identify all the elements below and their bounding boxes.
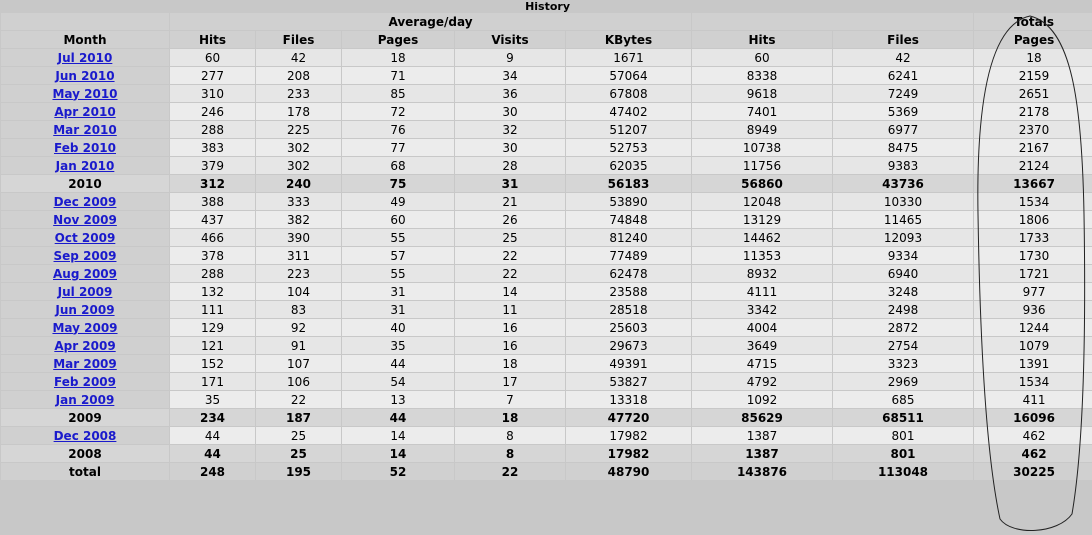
average-per-day-header: Average/day — [170, 13, 691, 30]
total-files-cell: 2872 — [833, 319, 973, 336]
hits-cell: 121 — [170, 337, 255, 354]
pages-cell: 72 — [342, 103, 454, 120]
month-cell — [1, 49, 169, 66]
total-hits-cell: 4715 — [692, 355, 832, 372]
files-cell: 195 — [256, 463, 341, 480]
table-row — [1, 67, 1092, 84]
month-cell — [1, 373, 169, 390]
month-cell — [1, 337, 169, 354]
total-files-cell: 3323 — [833, 355, 973, 372]
kbytes-cell: 62478 — [566, 265, 691, 282]
month-link[interactable]: Aug 2009 — [53, 266, 117, 281]
month-link[interactable]: Jan 2010 — [55, 158, 115, 173]
column-header-visits: Visits — [455, 31, 565, 48]
total-pages-cell: 13667 — [974, 175, 1092, 192]
month-cell — [1, 265, 169, 282]
total-hits-cell: 8949 — [692, 121, 832, 138]
pages-cell: 31 — [342, 301, 454, 318]
total-pages-cell: 411 — [974, 391, 1092, 408]
month-link[interactable]: Oct 2009 — [54, 230, 116, 245]
kbytes-cell: 47402 — [566, 103, 691, 120]
total-hits-cell: 4111 — [692, 283, 832, 300]
kbytes-cell: 17982 — [566, 445, 691, 462]
total-files-cell: 801 — [833, 427, 973, 444]
month-cell — [1, 139, 169, 156]
table-row — [1, 85, 1092, 102]
month-cell — [1, 283, 169, 300]
column-header-hits: Hits — [170, 31, 255, 48]
year-label: 2008 — [1, 445, 169, 462]
kbytes-cell: 1671 — [566, 49, 691, 66]
kbytes-cell: 17982 — [566, 427, 691, 444]
total-files-cell: 10330 — [833, 193, 973, 210]
files-cell: 83 — [256, 301, 341, 318]
total-pages-cell: 1534 — [974, 193, 1092, 210]
files-cell: 25 — [256, 427, 341, 444]
month-cell — [1, 103, 169, 120]
total-pages-cell: 462 — [974, 427, 1092, 444]
month-cell — [1, 121, 169, 138]
pages-cell: 76 — [342, 121, 454, 138]
total-pages-cell: 1244 — [974, 319, 1092, 336]
hits-cell: 379 — [170, 157, 255, 174]
month-cell — [1, 355, 169, 372]
total-files-cell: 5369 — [833, 103, 973, 120]
table-row — [1, 211, 1092, 228]
visits-cell: 32 — [455, 121, 565, 138]
visits-cell: 11 — [455, 301, 565, 318]
hits-cell: 111 — [170, 301, 255, 318]
month-link[interactable]: Feb 2009 — [53, 374, 116, 389]
total-files-cell: 6940 — [833, 265, 973, 282]
kbytes-cell: 48790 — [566, 463, 691, 480]
files-cell: 187 — [256, 409, 341, 426]
month-link[interactable]: Sep 2009 — [53, 248, 117, 263]
total-pages-cell: 16096 — [974, 409, 1092, 426]
visits-cell: 9 — [455, 49, 565, 66]
month-link[interactable]: Mar 2009 — [53, 356, 117, 371]
files-cell: 302 — [256, 139, 341, 156]
files-cell: 106 — [256, 373, 341, 390]
visits-cell: 16 — [455, 319, 565, 336]
hits-cell: 246 — [170, 103, 255, 120]
table-row — [1, 337, 1092, 354]
hits-cell: 152 — [170, 355, 255, 372]
hits-cell: 312 — [170, 175, 255, 192]
visits-cell: 14 — [455, 283, 565, 300]
kbytes-cell: 74848 — [566, 211, 691, 228]
table-row — [1, 121, 1092, 138]
files-cell: 208 — [256, 67, 341, 84]
total-pages-cell: 1806 — [974, 211, 1092, 228]
column-header-files: Files — [256, 31, 341, 48]
pages-cell: 55 — [342, 265, 454, 282]
year-label: 2010 — [1, 175, 169, 192]
total-files-cell: 11465 — [833, 211, 973, 228]
visits-cell: 28 — [455, 157, 565, 174]
month-link[interactable]: Mar 2010 — [53, 122, 117, 137]
files-cell: 107 — [256, 355, 341, 372]
pages-cell: 52 — [342, 463, 454, 480]
pages-cell: 44 — [342, 409, 454, 426]
total-pages-cell: 1079 — [974, 337, 1092, 354]
files-cell: 333 — [256, 193, 341, 210]
visits-cell: 31 — [455, 175, 565, 192]
total-pages-cell: 30225 — [974, 463, 1092, 480]
total-pages-cell: 18 — [974, 49, 1092, 66]
total-hits-cell: 85629 — [692, 409, 832, 426]
table-row — [1, 193, 1092, 210]
total-files-cell: 7249 — [833, 85, 973, 102]
column-header-kbytes: KBytes — [566, 31, 691, 48]
files-cell: 178 — [256, 103, 341, 120]
total-row — [1, 463, 1092, 480]
kbytes-cell: 49391 — [566, 355, 691, 372]
hits-cell: 44 — [170, 427, 255, 444]
total-hits-cell: 1092 — [692, 391, 832, 408]
column-header-month: Month — [1, 31, 169, 48]
kbytes-cell: 53890 — [566, 193, 691, 210]
pages-cell: 57 — [342, 247, 454, 264]
visits-cell: 18 — [455, 355, 565, 372]
pages-cell: 71 — [342, 67, 454, 84]
month-link[interactable]: Dec 2008 — [53, 428, 117, 443]
year-summary-row — [1, 409, 1092, 426]
kbytes-cell: 67808 — [566, 85, 691, 102]
total-pages-cell: 1391 — [974, 355, 1092, 372]
total-hits-cell: 3342 — [692, 301, 832, 318]
total-label: total — [1, 463, 169, 480]
kbytes-cell: 57064 — [566, 67, 691, 84]
hits-cell: 310 — [170, 85, 255, 102]
files-cell: 223 — [256, 265, 341, 282]
month-link[interactable]: Apr 2010 — [54, 104, 116, 119]
total-files-cell: 113048 — [833, 463, 973, 480]
visits-cell: 22 — [455, 463, 565, 480]
table-row — [1, 319, 1092, 336]
kbytes-cell: 23588 — [566, 283, 691, 300]
month-cell — [1, 247, 169, 264]
total-hits-cell: 1387 — [692, 427, 832, 444]
table-row — [1, 157, 1092, 174]
visits-cell: 30 — [455, 139, 565, 156]
kbytes-cell: 28518 — [566, 301, 691, 318]
files-cell: 382 — [256, 211, 341, 228]
hits-cell: 171 — [170, 373, 255, 390]
files-cell: 92 — [256, 319, 341, 336]
hits-cell: 388 — [170, 193, 255, 210]
table-row — [1, 301, 1092, 318]
total-files-cell: 6977 — [833, 121, 973, 138]
pages-cell: 49 — [342, 193, 454, 210]
visits-cell: 26 — [455, 211, 565, 228]
pages-cell: 44 — [342, 355, 454, 372]
hits-cell: 234 — [170, 409, 255, 426]
total-hits-cell: 10738 — [692, 139, 832, 156]
table-row — [1, 283, 1092, 300]
hits-cell: 288 — [170, 265, 255, 282]
total-files-cell: 2498 — [833, 301, 973, 318]
visits-cell: 8 — [455, 445, 565, 462]
hits-cell: 288 — [170, 121, 255, 138]
pages-cell: 75 — [342, 175, 454, 192]
hits-cell: 60 — [170, 49, 255, 66]
hits-cell: 44 — [170, 445, 255, 462]
month-cell — [1, 157, 169, 174]
hits-cell: 378 — [170, 247, 255, 264]
totals-header: Totals — [974, 13, 1092, 30]
total-files-cell: 2754 — [833, 337, 973, 354]
total-files-cell: 6241 — [833, 67, 973, 84]
visits-cell: 25 — [455, 229, 565, 246]
pages-cell: 60 — [342, 211, 454, 228]
month-link[interactable]: Nov 2009 — [53, 212, 117, 227]
visits-cell: 18 — [455, 409, 565, 426]
visits-cell: 36 — [455, 85, 565, 102]
table-row — [1, 139, 1092, 156]
hits-cell: 383 — [170, 139, 255, 156]
table-row — [1, 391, 1092, 408]
hits-cell: 35 — [170, 391, 255, 408]
month-cell — [1, 319, 169, 336]
hits-cell: 466 — [170, 229, 255, 246]
visits-cell: 7 — [455, 391, 565, 408]
month-cell — [1, 193, 169, 210]
pages-cell: 13 — [342, 391, 454, 408]
pages-cell: 14 — [342, 427, 454, 444]
total-pages-cell: 2159 — [974, 67, 1092, 84]
hits-cell: 437 — [170, 211, 255, 228]
total-pages-cell: 1733 — [974, 229, 1092, 246]
total-files-cell: 685 — [833, 391, 973, 408]
total-files-cell: 12093 — [833, 229, 973, 246]
total-hits-cell: 56860 — [692, 175, 832, 192]
year-summary-row — [1, 175, 1092, 192]
column-header-pages: Pages — [342, 31, 454, 48]
visits-cell: 8 — [455, 427, 565, 444]
kbytes-cell: 51207 — [566, 121, 691, 138]
total-hits-cell: 14462 — [692, 229, 832, 246]
total-hits-cell: 60 — [692, 49, 832, 66]
year-summary-row — [1, 445, 1092, 462]
pages-cell: 40 — [342, 319, 454, 336]
total-hits-cell: 13129 — [692, 211, 832, 228]
pages-cell: 14 — [342, 445, 454, 462]
kbytes-cell: 62035 — [566, 157, 691, 174]
month-cell — [1, 85, 169, 102]
month-link[interactable]: Jul 2009 — [57, 284, 113, 299]
kbytes-cell: 53827 — [566, 373, 691, 390]
total-files-cell: 9383 — [833, 157, 973, 174]
total-hits-cell: 11353 — [692, 247, 832, 264]
files-cell: 311 — [256, 247, 341, 264]
total-pages-cell: 1721 — [974, 265, 1092, 282]
total-files-cell: 2969 — [833, 373, 973, 390]
files-cell: 22 — [256, 391, 341, 408]
total-hits-cell: 4004 — [692, 319, 832, 336]
visits-cell: 21 — [455, 193, 565, 210]
total-files-cell: 9334 — [833, 247, 973, 264]
month-link[interactable]: Jun 2009 — [55, 302, 115, 317]
total-pages-cell: 2370 — [974, 121, 1092, 138]
total-hits-cell: 11756 — [692, 157, 832, 174]
month-cell — [1, 229, 169, 246]
total-pages-cell: 2178 — [974, 103, 1092, 120]
pages-cell: 54 — [342, 373, 454, 390]
total-pages-cell: 1534 — [974, 373, 1092, 390]
files-cell: 42 — [256, 49, 341, 66]
month-link[interactable]: Jan 2009 — [55, 392, 115, 407]
month-link[interactable]: May 2009 — [52, 320, 118, 335]
column-header-total-files: Files — [833, 31, 973, 48]
blank-header-cell — [1, 13, 169, 30]
visits-cell: 17 — [455, 373, 565, 390]
kbytes-cell: 77489 — [566, 247, 691, 264]
table-row — [1, 265, 1092, 282]
table-row — [1, 49, 1092, 66]
month-cell — [1, 211, 169, 228]
files-cell: 104 — [256, 283, 341, 300]
total-hits-cell: 143876 — [692, 463, 832, 480]
pages-cell: 18 — [342, 49, 454, 66]
files-cell: 225 — [256, 121, 341, 138]
total-pages-cell: 462 — [974, 445, 1092, 462]
total-hits-cell: 8932 — [692, 265, 832, 282]
total-files-cell: 8475 — [833, 139, 973, 156]
pages-cell: 68 — [342, 157, 454, 174]
visits-cell: 16 — [455, 337, 565, 354]
pages-cell: 55 — [342, 229, 454, 246]
column-header-total-pages: Pages — [974, 31, 1092, 48]
hits-cell: 129 — [170, 319, 255, 336]
files-cell: 302 — [256, 157, 341, 174]
total-hits-cell: 3649 — [692, 337, 832, 354]
month-link[interactable]: Dec 2009 — [53, 194, 117, 209]
month-cell — [1, 67, 169, 84]
kbytes-cell: 29673 — [566, 337, 691, 354]
column-header-total-hits: Hits — [692, 31, 832, 48]
kbytes-cell: 25603 — [566, 319, 691, 336]
month-cell — [1, 391, 169, 408]
hits-cell: 132 — [170, 283, 255, 300]
total-files-cell: 42 — [833, 49, 973, 66]
total-hits-cell: 4792 — [692, 373, 832, 390]
visits-cell: 34 — [455, 67, 565, 84]
total-hits-cell: 7401 — [692, 103, 832, 120]
total-pages-cell: 2124 — [974, 157, 1092, 174]
total-pages-cell: 2167 — [974, 139, 1092, 156]
total-pages-cell: 977 — [974, 283, 1092, 300]
month-link[interactable]: Jul 2010 — [57, 50, 113, 65]
files-cell: 91 — [256, 337, 341, 354]
total-pages-cell: 1730 — [974, 247, 1092, 264]
kbytes-cell: 52753 — [566, 139, 691, 156]
files-cell: 390 — [256, 229, 341, 246]
total-pages-cell: 936 — [974, 301, 1092, 318]
total-files-cell: 3248 — [833, 283, 973, 300]
total-hits-cell: 9618 — [692, 85, 832, 102]
total-hits-cell: 12048 — [692, 193, 832, 210]
total-hits-cell: 8338 — [692, 67, 832, 84]
table-row — [1, 103, 1092, 120]
files-cell: 233 — [256, 85, 341, 102]
kbytes-cell: 13318 — [566, 391, 691, 408]
total-pages-cell: 2651 — [974, 85, 1092, 102]
pages-cell: 35 — [342, 337, 454, 354]
month-link[interactable]: Jun 2010 — [55, 68, 115, 83]
visits-cell: 22 — [455, 265, 565, 282]
files-cell: 240 — [256, 175, 341, 192]
pages-cell: 31 — [342, 283, 454, 300]
year-label: 2009 — [1, 409, 169, 426]
table-title: History — [1, 1, 1092, 12]
month-cell — [1, 427, 169, 444]
table-row — [1, 427, 1092, 444]
month-link[interactable]: Feb 2010 — [53, 140, 116, 155]
pages-cell: 85 — [342, 85, 454, 102]
visits-cell: 30 — [455, 103, 565, 120]
visits-cell: 22 — [455, 247, 565, 264]
total-files-cell: 68511 — [833, 409, 973, 426]
month-link[interactable]: May 2010 — [52, 86, 118, 101]
kbytes-cell: 56183 — [566, 175, 691, 192]
table-row — [1, 247, 1092, 264]
kbytes-cell: 47720 — [566, 409, 691, 426]
total-files-cell: 801 — [833, 445, 973, 462]
history-table-body — [1, 49, 1092, 480]
total-files-cell: 43736 — [833, 175, 973, 192]
hits-cell: 277 — [170, 67, 255, 84]
table-row — [1, 229, 1092, 246]
month-cell — [1, 301, 169, 318]
hits-cell: 248 — [170, 463, 255, 480]
month-link[interactable]: Apr 2009 — [54, 338, 116, 353]
files-cell: 25 — [256, 445, 341, 462]
blank-header-cell — [692, 13, 973, 30]
kbytes-cell: 81240 — [566, 229, 691, 246]
table-row — [1, 355, 1092, 372]
table-row — [1, 373, 1092, 390]
pages-cell: 77 — [342, 139, 454, 156]
total-hits-cell: 1387 — [692, 445, 832, 462]
